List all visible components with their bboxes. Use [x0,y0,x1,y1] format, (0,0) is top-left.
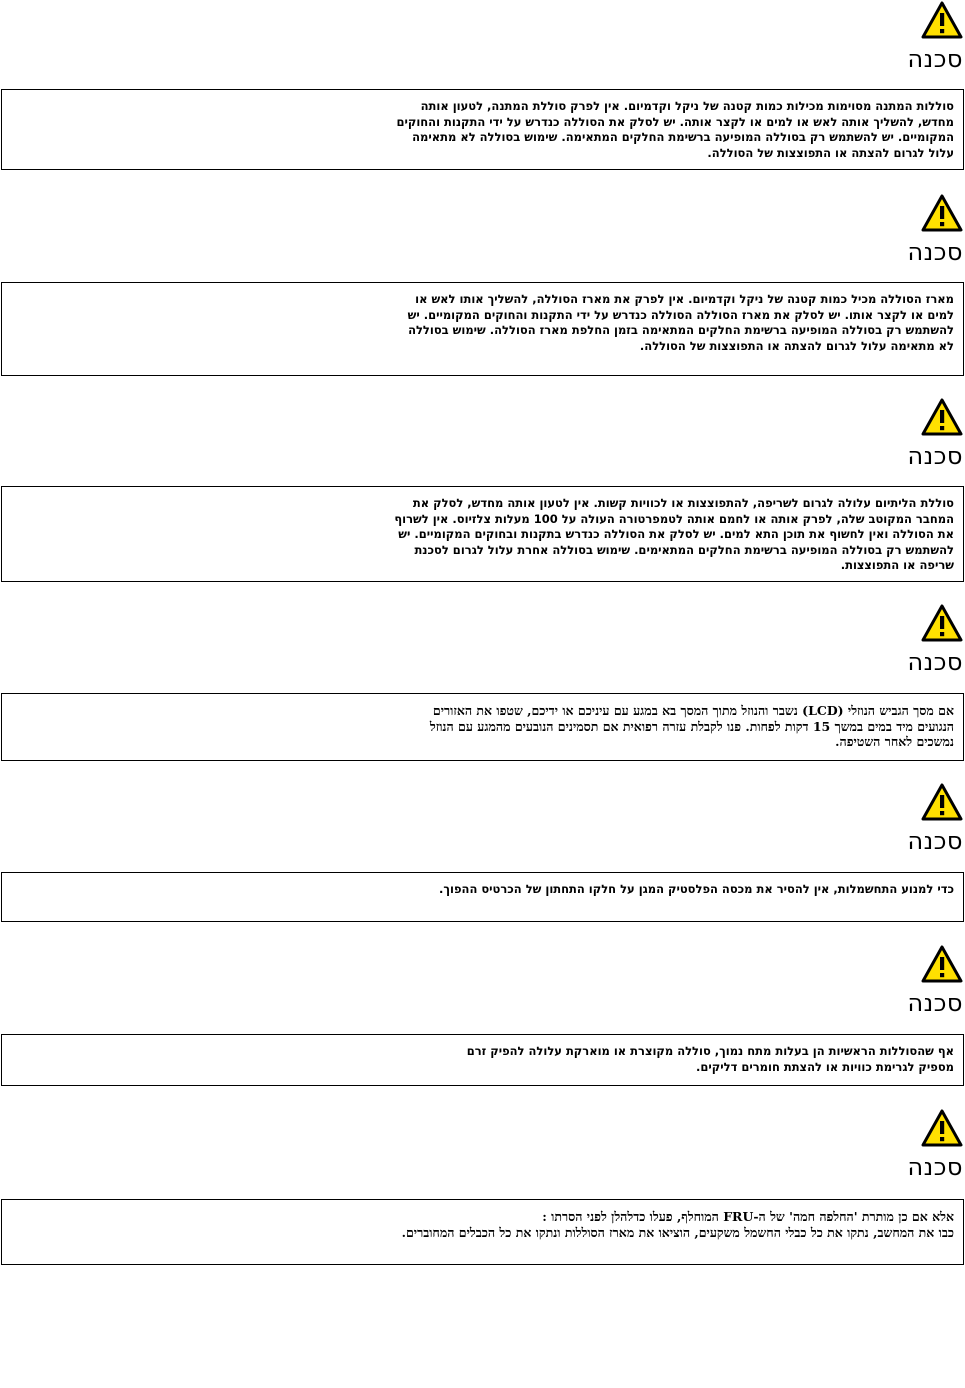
danger-notice-box [1,486,964,582]
danger-notice-text: סוללת הליתיום עלולה לגרום לשריפה, להתפוצצות או לכוויות קשות. אין לטעון אותה מחדש, לסלק את המחבר המקוטב שלה, לפרק אותה או לחמם אותה לטמפרטורה העולה על 100 מעלות צלזיוס. אין לשרוף את הסוללה ואין לחשוף את תוכן התא למים. יש לסלק את הסוללה כנדרש בתקנות ובחוקים המקומיים. יש להשתמש רק בסוללה המופיעה ברשימת החלקים המתאימים. שימוש בסוללה אחרת עלול לגרום לסכנת שריפה או התפוצצות. [394,496,954,572]
danger-notice-text: סוללות המתנה מסוימות מכילות כמות קטנה של ניקל וקדמיום. אין לפרק סוללת המתנה, לטעון אותה מחדש, להשליך אותה לאש או למים או לקצר אותה. יש לסלק את הסוללה כנדרש על ידי התקנות והחוקים המקומיים. יש להשתמש רק בסוללה המופיעה ברשימת החלקים המתאימה. שימוש בסוללה לא מתאימה עלול לגרום להצתה או התפוצצות של הסוללה. [396,99,954,160]
danger-notice-text: אף שהסוללות הראשיות הן בעלות מתח נמוך, סוללה מקוצרת או מוארקת עלולה להפיק זרם מספיק לגרימת כוויות או להצתת חומרים דליקים. [466,1044,954,1074]
warning-triangle-icon [921,1,963,39]
danger-notice-text: כדי למנוע התחשמלות, אין להסיר את מכסה הפלסטיק המגן על חלקו התחתון של הכרטיס ההפוך. [439,882,954,896]
danger-notice-box [1,89,964,170]
danger-notice-intro: אלא אם כן מותרת 'החלפה חמה' של ה-FRU המוחלף, פעלו כדלהלן לפני הסרתו : [542,1209,954,1224]
danger-label: סכנה [907,45,963,73]
danger-notice-text: אם מסך הגביש הנוזלי (LCD) נשבר והנוזל מתוך המסך בא במגע עם עיניכם או ידיכם, שטפו את האזורים הנגועים מיד במים במשך 15 דקות לפחות. פנו לקבלת עזרה רפואית אם תסמינים הנובעים מהמגע עם הנוזל נמשכים לאחר השטיפה. [429,703,954,749]
danger-label: סכנה [907,238,963,266]
danger-notice-text: כבו את המחשב, נתקו את כל כבלי החשמל משקעים, הוציאו את מארז הסוללות ונתקו את כל הכבלים המחוברים. [401,1224,954,1240]
danger-label: סכנה [907,648,963,676]
danger-notice-box [1,1034,964,1086]
danger-notice-text: מארז הסוללה מכיל כמות קטנה של ניקל וקדמיום. אין לפרק את מארז הסוללה, להשליך אותו לאש או למים או לקצר אותו. יש לסלק את מארז הסוללה הסוללה כנדרש על ידי התקנות והחוקים המקומיים. יש להשתמש רק בסוללה המופיעה ברשימת החלקים המתאימה בזמן החלפת מארז הסוללה. שימוש בסוללה לא מתאימה עלול לגרום להצתה או התפוצצות של הסוללה. [407,292,954,353]
danger-notice-box [1,693,964,761]
danger-label: סכנה [907,989,963,1017]
warning-triangle-icon [921,783,963,821]
warning-triangle-icon [921,1109,963,1147]
warning-triangle-icon [921,945,963,983]
danger-label: סכנה [907,442,963,470]
danger-notice-box [1,282,964,376]
danger-notice-box [1,1199,964,1265]
danger-label: סכנה [907,827,963,855]
warning-triangle-icon [921,194,963,232]
danger-notice-box [1,872,964,922]
danger-label: סכנה [907,1153,963,1181]
warning-triangle-icon [921,398,963,436]
warning-triangle-icon [921,604,963,642]
